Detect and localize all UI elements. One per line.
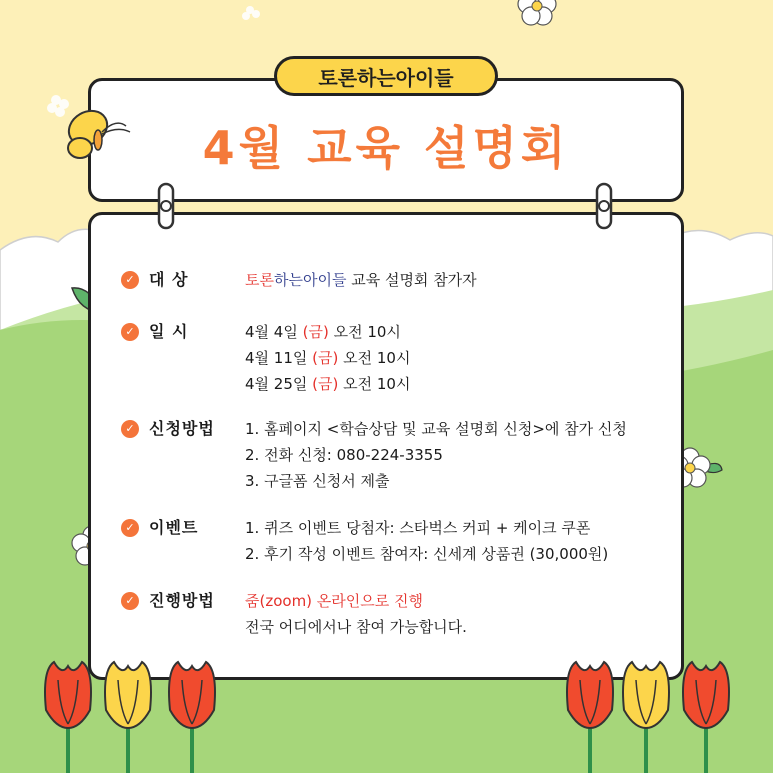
apply-item: 3. 구글폼 신청서 제출 <box>245 472 390 490</box>
section-label: 신청방법 <box>149 419 215 438</box>
check-icon: ✓ <box>121 323 139 341</box>
tulip-icon <box>142 662 242 773</box>
schedule-line: 4월 11일 (금) 오전 10시 <box>245 349 411 367</box>
tulip-icon <box>78 662 178 773</box>
check-icon: ✓ <box>121 271 139 289</box>
brand-name: 토론하는아이들 <box>318 65 454 90</box>
apply-item: 1. 홈페이지 <학습상담 및 교육 설명회 신청>에 참가 신청 <box>245 420 627 438</box>
section-label: 대 상 <box>149 270 189 289</box>
section-label: 진행방법 <box>149 591 215 610</box>
check-icon: ✓ <box>121 592 139 610</box>
event-item: 2. 후기 작성 이벤트 참여자: 신세계 상품권 (30,000원) <box>245 545 609 563</box>
check-icon: ✓ <box>121 519 139 537</box>
schedule-line: 4월 4일 (금) 오전 10시 <box>245 323 401 341</box>
section-label: 이벤트 <box>149 518 199 537</box>
brand-text-blue: 하는아이들 <box>273 271 347 289</box>
tulip-icon <box>18 662 118 773</box>
event-item: 1. 퀴즈 이벤트 당첨자: 스타벅스 커피 + 케이크 쿠폰 <box>245 519 591 537</box>
target-text: 교육 설명회 참가자 <box>346 271 477 289</box>
page-title: 4월 교육 설명회 <box>202 121 570 175</box>
tulip-icon <box>656 662 756 773</box>
section-label: 일 시 <box>149 322 189 341</box>
apply-item: 2. 전화 신청: 080-224-3355 <box>245 446 443 464</box>
check-icon: ✓ <box>121 420 139 438</box>
brand-text-red: 토론 <box>245 271 274 289</box>
method-line: 줌(zoom) 온라인으로 진행 <box>245 592 424 610</box>
method-line: 전국 어디에서나 참여 가능합니다. <box>245 618 467 636</box>
schedule-line: 4월 25일 (금) 오전 10시 <box>245 375 411 393</box>
